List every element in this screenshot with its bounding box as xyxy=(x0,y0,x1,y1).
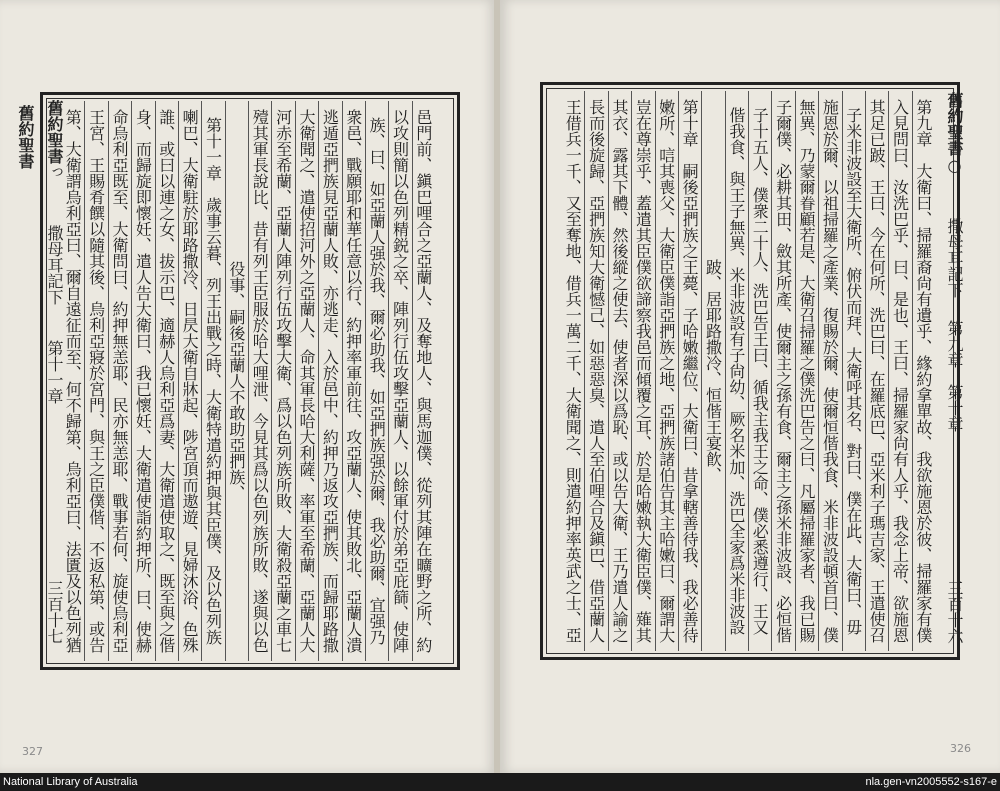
text-column: 以攻則簡以色列精鋭之卒、陣列行伍攻擊亞蘭人、以餘軍付於弟亞庇篩、使陣 xyxy=(390,109,410,653)
column-rule xyxy=(912,91,913,651)
right-page-chapter xyxy=(944,320,966,490)
column-rule xyxy=(365,101,366,661)
left-page-margin xyxy=(15,105,37,657)
right-page xyxy=(500,0,1000,773)
column-rule xyxy=(842,91,843,651)
text-column: 無異、乃蒙爾眷顧若是、大衛召掃羅之僕洗巴告之曰、凡屬掃羅家者、我已賜 xyxy=(796,99,816,643)
left-page-book-name: 撒母耳記下 xyxy=(45,225,64,305)
right-page-title: 舊約聖書 xyxy=(945,92,964,156)
column-rule xyxy=(108,101,109,661)
text-column: 喇巴、大衛駐於耶路撒冷、日昃大衛自牀起、陟宮頂而遨遊、見婦沐浴、色殊 xyxy=(180,109,200,653)
text-column: 王宮、王賜肴饌以隨其後、烏利亞寢於宮門、與王之臣僕偕、不返私第、或告 xyxy=(86,109,106,653)
left-page-chapter xyxy=(44,340,66,460)
right-page-text-frame xyxy=(540,82,960,660)
column-rule xyxy=(631,91,632,651)
footer-item-id: nla.gen-vn2005552-s167-e xyxy=(865,776,997,788)
left-page-text-frame xyxy=(16,92,460,670)
text-column: 嫩所、唁其喪父、大衛臣僕詣亞捫族之地、亞捫族諸伯告其主哈嫩曰、爾謂大 xyxy=(656,99,676,643)
right-page-number: 三百十六 xyxy=(945,580,964,644)
text-column: 第九章 大衛曰、掃羅裔尙有遺乎、緣約拿單故、我欲施恩於彼、掃羅家有僕 xyxy=(913,99,933,643)
viewer-footer xyxy=(0,773,1000,791)
left-page-book xyxy=(44,225,66,345)
right-page-book-name: 撒母耳記下 xyxy=(945,218,964,298)
text-column: 命烏利亞既至、大衛問曰、約押無恙耶、民亦無恙耶、戰事若何、旋使烏利亞 xyxy=(109,109,129,653)
column-rule xyxy=(318,101,319,661)
left-page xyxy=(0,0,496,773)
text-column: 逃遁亞捫族見亞蘭人敗、亦逃走、入於邑中、約押乃返攻亞捫族、而歸耶路撒 xyxy=(320,109,340,653)
text-column: 其衣、露其下體、然後縱之使去、使者深以爲恥、或以告大衛、王乃遣人諭之 xyxy=(609,99,629,643)
column-rule xyxy=(701,91,702,651)
column-rule xyxy=(865,91,866,651)
right-page-chapter-label: 第九章 第十章 xyxy=(945,320,964,432)
column-rule xyxy=(388,101,389,661)
column-rule xyxy=(771,91,772,651)
column-rule xyxy=(748,91,749,651)
column-rule xyxy=(84,101,85,661)
text-column: 身、而歸旋即懷妊、遣人告大衛曰、我已懷妊、大衛遣使詣約押所、曰、使赫 xyxy=(133,109,153,653)
column-rule xyxy=(584,91,585,651)
column-rule xyxy=(155,101,156,661)
column-rule xyxy=(271,101,272,661)
text-column: 誰、或曰以連之女、拔示巴、適赫人烏利亞爲妻、大衛遣使取之、既至與之偕 xyxy=(156,109,176,653)
text-column: 豈在尊崇乎、蓋遣其臣僕欲諦察我邑而傾覆之耳、於是哈嫩執大衛臣僕、薙其 xyxy=(633,99,653,643)
column-rule xyxy=(225,101,226,661)
column-rule xyxy=(342,101,343,661)
footer-library-name: National Library of Australia xyxy=(3,776,138,788)
column-rule xyxy=(178,101,179,661)
text-column: 第十一章 歲事云暮、列王出戰之時、大衛特遣約押與其臣僕、及以色列族 xyxy=(203,117,223,645)
text-column: 施恩於爾、以祖掃羅之產業、復賜於爾、使爾恒偕我食、米非波設頓首曰、僕 xyxy=(820,99,840,643)
right-page-book xyxy=(944,218,966,328)
text-column: 子十五人、僕衆二十人、洗巴告王曰、循我主我王之命、僕必悉遵行、王又 xyxy=(750,107,770,635)
column-rule xyxy=(295,101,296,661)
column-rule xyxy=(888,91,889,651)
column-rule xyxy=(608,91,609,651)
right-page-number-box xyxy=(944,580,966,660)
column-rule xyxy=(655,91,656,651)
right-pencil-note: 326 xyxy=(950,742,971,755)
right-page-title-mark: ○ xyxy=(945,156,964,175)
text-column: 殪其軍長說比、昔有列王臣服於哈大哩泄、今見其爲以色列族所敗、遂與以色 xyxy=(250,109,270,653)
text-column: 入見問曰、汝洗巴乎、曰、是也、王曰、掃羅家尙有人乎、我念上帝、欲施恩 xyxy=(890,99,910,643)
left-page-chapter-label: 第十一章 xyxy=(45,340,64,404)
column-rule xyxy=(248,101,249,661)
column-rule xyxy=(678,91,679,651)
text-column: 役事、嗣後亞蘭人不敢助亞捫族、 xyxy=(226,261,246,501)
column-rule xyxy=(818,91,819,651)
text-column: 大衛聞之、遣使招河外之亞蘭人、命其軍長哈大利薩、率軍至希蘭、亞蘭人大 xyxy=(296,109,316,653)
text-column: 子米非波設至大衛所、俯伏而拜、大衛呼其名、對曰、僕在此、大衛曰、毋 xyxy=(843,107,863,635)
column-rule xyxy=(201,101,202,661)
left-pencil-note: 327 xyxy=(22,745,43,758)
left-page-number: 三百十七 xyxy=(45,580,64,644)
column-rule xyxy=(795,91,796,651)
text-column: 河赤至希蘭、亞蘭人陣列行伍攻擊大衛、爲以色列族所敗、大衛殺亞蘭之車七 xyxy=(273,109,293,653)
left-page-running-title: 舊約聖書 xyxy=(16,105,35,169)
text-column: 長而後旋歸、亞捫族知大衛憾己、如惡惡臭、遣人至伯哩合及鎭巴、借亞蘭人 xyxy=(586,99,606,643)
left-page-number-box xyxy=(44,580,66,660)
text-column: 偕我食、與王子無異、米非波設有子尙幼、厥名米加、洗巴全家爲米非波設 xyxy=(726,107,746,635)
column-rule xyxy=(412,101,413,661)
left-page-title: 舊約聖書 xyxy=(45,100,64,164)
text-column: 族、曰、如亞蘭人强於我、爾必助我、如亞捫族强於爾、我必助爾、宜强乃 xyxy=(367,117,387,645)
column-rule xyxy=(725,91,726,651)
text-column: 第、大衛謂烏利亞曰、爾自遠征而至、何不歸第、烏利亞曰、法匱及以色列猶 xyxy=(63,109,83,653)
column-rule xyxy=(131,101,132,661)
left-page-title-mark: っ xyxy=(45,164,64,180)
text-column: 邑門前、鎭巴哩合之亞蘭人、及奪地人、與馬迦僕、從列其陣在曠野之所、約 xyxy=(413,109,433,653)
text-column: 其足已跛、王曰、今在何所、洗巴曰、在羅底巴、亞米利子瑪吉家、王遣使召 xyxy=(867,99,887,643)
text-column: 跛、居耶路撒冷、恒偕王宴飮、 xyxy=(703,259,723,483)
text-column: 衆邑、戰願耶和華任意以行、約押率軍前往、攻亞蘭人、使其敗北、亞蘭人潰 xyxy=(343,109,363,653)
text-column: 王借兵一千、又至奪地、借兵一萬二千、大衛聞之、則遣約押率英武之士、亞 xyxy=(563,99,583,643)
text-column: 第十章 嗣後亞捫族之王薨、子哈嫩繼位、大衛曰、昔拿轄善待我、我必善待 xyxy=(680,99,700,643)
text-column: 子爾僕、必耕其田、斂其所產、使爾主之孫有食、爾主之孫米非波設、必恒偕 xyxy=(773,99,793,643)
